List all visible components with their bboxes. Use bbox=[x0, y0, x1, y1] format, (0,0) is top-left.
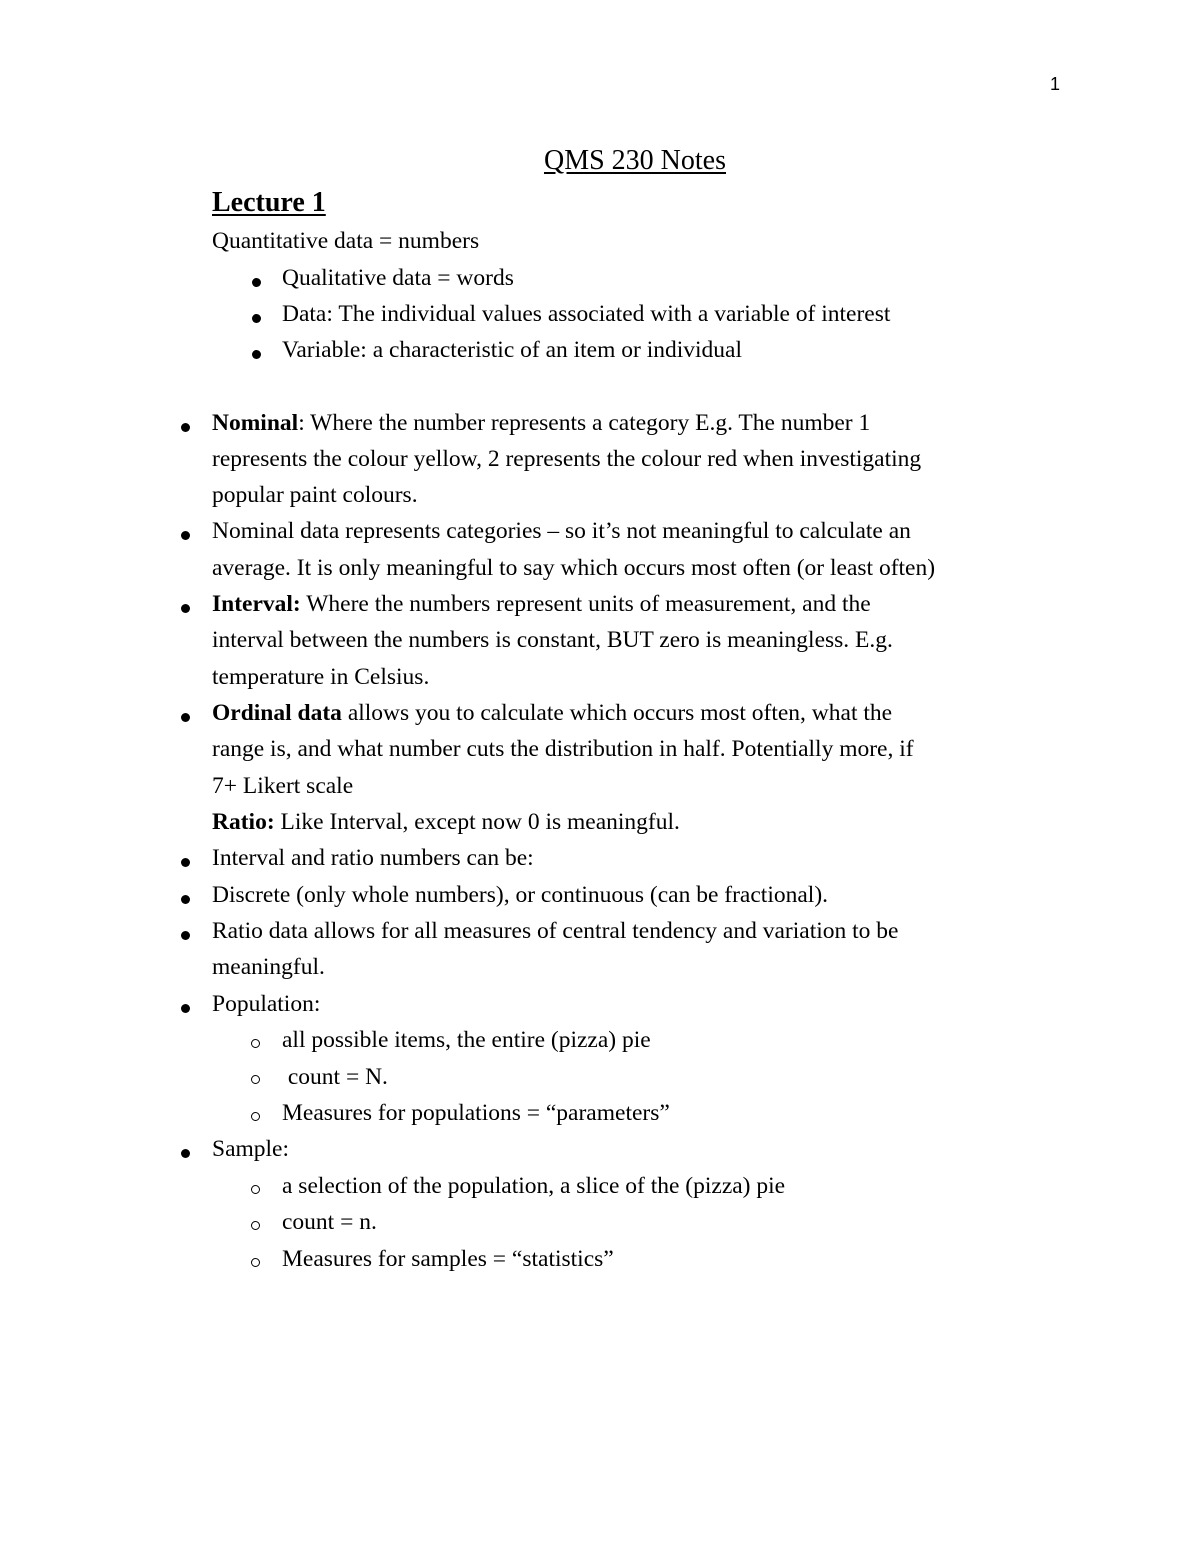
ordinal-line-1 bbox=[212, 695, 892, 731]
sample-item: count = n. bbox=[282, 1209, 377, 1235]
ratio-text: Like Interval, except now 0 is meaningful. bbox=[274, 809, 680, 835]
ratio-line bbox=[212, 804, 680, 840]
bullet-icon bbox=[252, 314, 261, 323]
population-item: Measures for populations = “parameters” bbox=[282, 1100, 670, 1126]
list-item: Data: The individual values associated with a variable of interest bbox=[282, 301, 891, 327]
sample-label: Sample: bbox=[212, 1136, 290, 1162]
nominal-line-3: popular paint colours. bbox=[212, 482, 418, 508]
sample-item: Measures for samples = “statistics” bbox=[282, 1246, 614, 1272]
list-item: Variable: a characteristic of an item or individual bbox=[282, 337, 743, 363]
nominal-text: : Where the number represents a category E.g. The number 1 bbox=[298, 410, 871, 436]
bullet-icon bbox=[252, 350, 261, 359]
intro-line: Quantitative data = numbers bbox=[212, 228, 480, 254]
nominal-term: Nominal bbox=[212, 410, 299, 436]
bullet-icon bbox=[181, 713, 190, 722]
lecture-heading: Lecture 1 bbox=[212, 187, 326, 218]
ordinal-line-3: 7+ Likert scale bbox=[212, 773, 354, 799]
ratio-term: Ratio: bbox=[212, 809, 275, 835]
nominal-line-1 bbox=[212, 405, 870, 441]
circle-bullet-icon bbox=[251, 1075, 260, 1084]
circle-bullet-icon bbox=[251, 1185, 260, 1194]
bullet-icon bbox=[181, 604, 190, 613]
bullet-icon bbox=[181, 1004, 190, 1013]
bullet-icon bbox=[181, 423, 190, 432]
interval-line-1 bbox=[212, 586, 871, 622]
bullet-icon bbox=[252, 278, 261, 287]
sample-item: a selection of the population, a slice of the (pizza) pie bbox=[282, 1173, 786, 1199]
bullet-icon bbox=[181, 858, 190, 867]
circle-bullet-icon bbox=[251, 1221, 260, 1230]
interval-line-2: interval between the numbers is constant, BUT zero is meaningless. E.g. bbox=[212, 627, 893, 653]
nominal-data-line-2: average. It is only meaningful to say which occurs most often (or least often) bbox=[212, 555, 936, 581]
population-item: count = N. bbox=[282, 1064, 388, 1090]
ordinal-line-2: range is, and what number cuts the distribution in half. Potentially more, if bbox=[212, 736, 914, 762]
bullet-icon bbox=[181, 1149, 190, 1158]
bullet-icon bbox=[181, 531, 190, 540]
discrete-line: Discrete (only whole numbers), or continuous (can be fractional). bbox=[212, 882, 829, 908]
bullet-icon bbox=[181, 895, 190, 904]
interval-line-3: temperature in Celsius. bbox=[212, 664, 430, 690]
circle-bullet-icon bbox=[251, 1039, 260, 1048]
circle-bullet-icon bbox=[251, 1112, 260, 1121]
page-number: 1 bbox=[1049, 74, 1060, 94]
document-title: QMS 230 Notes bbox=[543, 145, 726, 176]
nominal-data-line-1: Nominal data represents categories – so it’s not meaningful to calculate an bbox=[212, 518, 911, 544]
circle-bullet-icon bbox=[251, 1258, 260, 1267]
list-item: Qualitative data = words bbox=[282, 265, 514, 291]
population-label: Population: bbox=[212, 991, 321, 1017]
nominal-line-2: represents the colour yellow, 2 represents the colour red when investigating bbox=[212, 446, 922, 472]
interval-text: Where the numbers represent units of measurement, and the bbox=[300, 591, 871, 617]
bullet-icon bbox=[181, 931, 190, 940]
ordinal-term: Ordinal data bbox=[212, 700, 342, 726]
ratio-data-line-1: Ratio data allows for all measures of central tendency and variation to be bbox=[212, 918, 899, 944]
interval-term: Interval: bbox=[212, 591, 301, 617]
population-item: all possible items, the entire (pizza) pie bbox=[282, 1027, 651, 1053]
ordinal-text: allows you to calculate which occurs most often, what the bbox=[341, 700, 893, 726]
interval-ratio-line: Interval and ratio numbers can be: bbox=[212, 845, 534, 871]
ratio-data-line-2: meaningful. bbox=[212, 954, 325, 980]
